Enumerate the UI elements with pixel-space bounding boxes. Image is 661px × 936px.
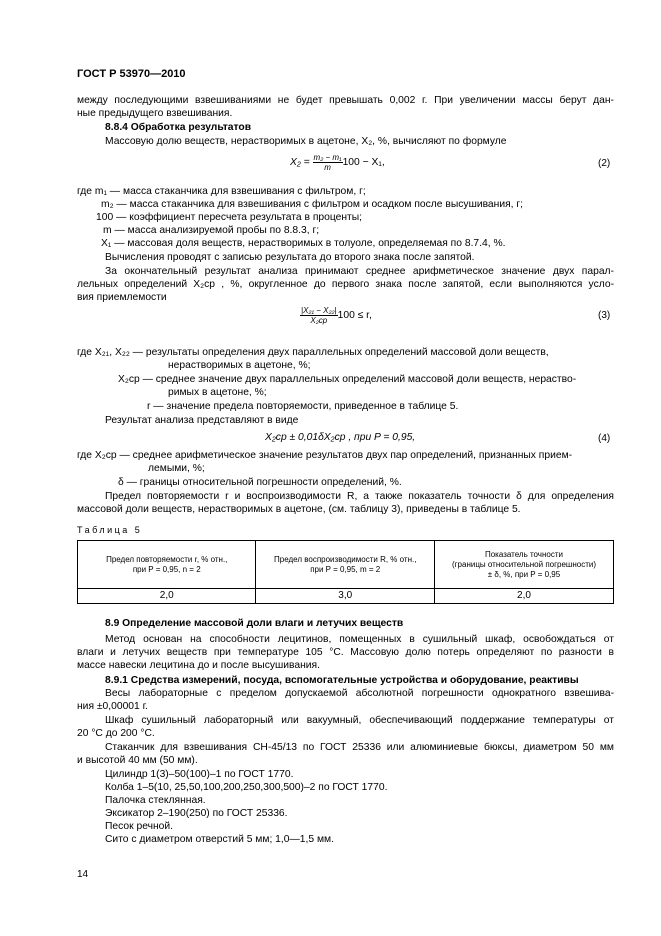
table-header-reproducibility: Предел воспроизводимости R, % отн., при P = 0,95, m = 2 [256, 541, 434, 589]
scales-line2: ния ±0,00001 г. [77, 701, 148, 712]
oven-line2: 20 °С до 200 °С. [77, 728, 155, 739]
paragraph-result-form: Результат анализа представляют в виде [105, 415, 299, 426]
equipment-item: Цилиндр 1(3)–50(100)–1 по ГОСТ 1770. [105, 769, 294, 780]
formula-4: X₂ср ± 0,01δX₂ср , при P = 0,95, [265, 432, 416, 443]
definition-r: r — значение предела повторяемости, приведенное в таблице 5. [147, 401, 459, 412]
document-header: ГОСТ Р 53970—2010 [77, 68, 186, 80]
definition-x2cp-cont: римых в ацетоне, %; [168, 387, 267, 398]
definition-delta: δ — границы относительной погрешности определений, %. [118, 477, 402, 488]
table-cell-repeatability: 2,0 [78, 589, 256, 604]
weighing-cup-line2: и высотой 40 мм (50 мм). [77, 755, 198, 766]
table-cell-accuracy: 2,0 [434, 589, 613, 604]
oven-line1: Шкаф сушильный лабораторный или вакуумный, обеспечивающий поддержание температуры от [105, 715, 614, 726]
paragraph-final-result-line1: За окончательный результат анализа принимают среднее арифметическое значение двух парал- [105, 266, 614, 277]
table-header-repeatability: Предел повторяемости r, % отн., при P = 0,95, n = 2 [78, 541, 256, 589]
definition-x2cp-result: где X₂ср — среднее арифметическое значение результатов двух пар определений, признанных прием- [77, 450, 573, 461]
definition-m1: где m₁ — масса стаканчика для взвешивания с фильтром, г; [77, 186, 366, 197]
equipment-item: Сито с диаметром отверстий 5 мм; 1,0—1,5 мм. [105, 834, 334, 845]
formula-2-number: (2) [598, 158, 611, 169]
section-8-8-4-title: 8.8.4 Обработка результатов [105, 122, 252, 133]
formula-3-fraction [300, 306, 338, 325]
formula-2-denominator: m [324, 163, 331, 172]
formula-2-lhs: X₂ = [290, 157, 310, 169]
section-8-9-line2: влаги и летучих веществ при температуре 105 °С. Массовую долю потерь определяют по разности в [77, 647, 614, 658]
formula-3-numerator: |X₂₁ − X₂₂| [301, 306, 337, 315]
equipment-item: Колба 1–5(10, 25,50,100,200,250,300,500)–2 по ГОСТ 1770. [105, 782, 388, 793]
section-8-9-title: 8.9 Определение массовой доли влаги и летучих веществ [105, 618, 404, 629]
definition-m2: m₂ — масса стаканчика для взвешивания с фильтром и осадком после высушивания, г; [101, 199, 524, 210]
definition-m: m — масса анализируемой пробы по 8.8.3, г; [103, 225, 320, 236]
formula-3-denominator: X₂ср [310, 316, 328, 325]
equipment-item: Песок речной. [105, 821, 173, 832]
section-8-9-line3: массе навески лецитина до и после высушивания. [77, 660, 320, 671]
formula-3-number: (3) [598, 310, 611, 321]
table-row [78, 589, 614, 604]
formula-4-number: (4) [598, 433, 611, 444]
paragraph-continuation-line1: между последующими взвешиваниями не будет превышать 0,002 г. При увеличении массы берут дан- [77, 95, 614, 106]
definition-x2cp-result-cont: лемыми, %; [148, 463, 205, 474]
definition-x2cp: X₂ср — среднее значение двух параллельных определений массовой доли веществ, нераство- [118, 374, 577, 385]
paragraph-limits-line1: Предел повторяемости r и воспроизводимости R, а также показатель точности δ для определения [105, 491, 614, 502]
formula-3-rhs: 100 ≤ r, [337, 310, 372, 322]
definition-x21-x22-cont: нерастворимых в ацетоне, %; [168, 360, 311, 371]
table-header-accuracy: Показатель точности (границы относительной погрешности) ± δ, %, при P = 0,95 [434, 541, 613, 589]
paragraph-rounding: Вычисления проводят с записью результата до второго знака после запятой. [105, 252, 475, 263]
definition-100: 100 — коэффициент пересчета результата в проценты; [96, 212, 363, 223]
paragraph-continuation-line2: ные предыдущего взвешивания. [77, 108, 233, 119]
formula-2 [290, 153, 385, 172]
paragraph-final-result-line3: вия приемлемости [77, 292, 167, 303]
scales-line1: Весы лабораторные с пределом допускаемой абсолютной погрешности однократного взвешива- [105, 688, 614, 699]
formula-2-rhs: 100 − X₁, [342, 157, 385, 169]
weighing-cup-line1: Стаканчик для взвешивания СН-45/13 по ГОСТ 25336 или алюминиевые бюксы, диаметром 50 мм [105, 742, 614, 753]
section-8-9-1-title: 8.9.1 Средства измерений, посуда, вспомогательные устройства и оборудование, реактивы [105, 675, 579, 686]
section-8-9-line1: Метод основан на способности лецитинов, помещенных в сушильный шкаф, освобождаться от [105, 634, 614, 645]
paragraph-final-result-line2: лельных определений X₂ср , %, округленное до первого знака после запятой, если выполняются усло- [77, 279, 614, 290]
page-number: 14 [77, 869, 89, 880]
equipment-item: Эксикатор 2–190(250) по ГОСТ 25336. [105, 808, 288, 819]
definition-x1: X₁ — массовая доля веществ, нерастворимых в толуоле, определяемая по 8.7.4, %. [101, 238, 506, 249]
paragraph-limits-line2: массовой доли веществ, нерастворимых в ацетоне, (см. таблицу 3), приведены в таблице 5. [77, 504, 521, 515]
formula-2-numerator: m₂ − m₁ [313, 153, 342, 162]
equipment-item: Палочка стеклянная. [105, 795, 206, 806]
table-5-caption: Таблица 5 [77, 525, 143, 535]
table-5 [77, 540, 614, 604]
formula-3 [300, 306, 372, 325]
definition-x21-x22: где X₂₁, X₂₂ — результаты определения двух параллельных определений массовой доли веществ, [77, 347, 549, 358]
formula-2-fraction [313, 153, 343, 172]
table-header-row [78, 541, 614, 589]
table-cell-reproducibility: 3,0 [256, 589, 434, 604]
section-8-8-4-intro: Массовую долю веществ, нерастворимых в ацетоне, X₂, %, вычисляют по формуле [105, 136, 507, 147]
